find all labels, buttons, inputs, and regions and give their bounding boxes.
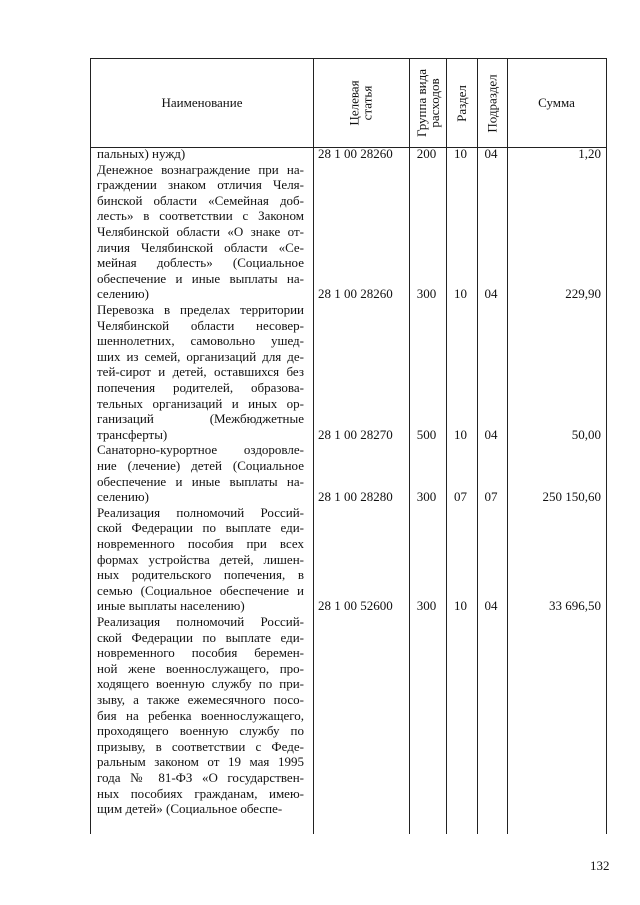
row-target-code: 28 1 00 28270 [318, 426, 393, 442]
row-name-line: ние (лечение) детей (Социальное [97, 458, 304, 473]
row-name-line: тельных организаций и иных ор- [97, 395, 304, 411]
row-name-line: лесть» в соответствии с Законом [97, 208, 304, 224]
row-sum: 33 696,50 [549, 598, 601, 614]
header-name-label: Наименование [161, 95, 243, 110]
row-name-line: трансферты) [97, 426, 168, 442]
row-name-line: ших из семей, организаций для де- [97, 348, 304, 364]
row-sum: 229,90 [565, 286, 601, 302]
row-name-line: селению) [97, 286, 149, 302]
row-name-line: граждении знаком отличия Челя- [97, 177, 304, 193]
row-target-code: 28 1 00 52600 [318, 598, 393, 614]
header-subsection-label: Подраздел [484, 73, 500, 133]
row-name-line: ходящего военную службу по при- [97, 676, 304, 692]
row-sum: 50,00 [571, 426, 601, 442]
row-sum: 250 150,60 [542, 489, 601, 505]
column-divider [446, 59, 447, 834]
column-divider [409, 59, 410, 834]
row-group-code: 300 [416, 489, 437, 505]
row-name-line: обеспечение и иные выплаты на- [97, 473, 304, 489]
row-name-line: ной жене военнослужащего, про- [97, 660, 304, 676]
row-name-line: новременного пособия при всех [97, 536, 304, 551]
row-section-code: 10 [454, 598, 467, 614]
row-name-line: селению) [97, 489, 149, 505]
row-name-line: Реализация полномочий Россий- [97, 504, 304, 520]
row-name-line: бия на ребенка военнослужащего, [97, 707, 304, 723]
row-name-line: новременного пособия беремен- [97, 645, 304, 661]
row-target-code: 28 1 00 28260 [318, 146, 393, 161]
row-subsection-code: 07 [484, 489, 498, 505]
row-subsection-code: 04 [484, 426, 498, 442]
row-name-line: ных пособиях гражданам, имею- [97, 785, 304, 801]
column-divider [507, 59, 508, 834]
row-name-line: бинской области «Семейная доб- [97, 192, 304, 208]
header-section [446, 59, 477, 147]
row-name-line: личия Челябинской области «Се- [97, 239, 304, 255]
header-section-label: Раздел [454, 84, 469, 122]
row-name-line: проходящего военную службу по [97, 723, 304, 739]
header-group-label [415, 69, 441, 137]
header-subsection [477, 59, 507, 147]
row-name-line: ральным законом от 19 мая 1995 [97, 754, 304, 770]
row-name-line: ных родительского попечения, в [97, 567, 304, 583]
row-name-line: зыву, а также ежемесячного посо- [97, 692, 304, 707]
row-group-code: 300 [416, 286, 437, 302]
row-name-line: Санаторно-курортное оздоровле- [97, 442, 304, 458]
row-name-line: Денежное вознаграждение при на- [97, 161, 304, 177]
row-subsection-code: 04 [484, 286, 498, 302]
header-target-label [348, 80, 374, 125]
row-target-code: 28 1 00 28260 [318, 286, 393, 302]
row-name-line: попечения родителей, образова- [97, 380, 304, 395]
row-name-line: шеннолетних, самовольно ушед- [97, 333, 304, 349]
row-target-code: 28 1 00 28280 [318, 489, 393, 505]
column-divider [477, 59, 478, 834]
row-name-line: обеспечение и иные выплаты на- [97, 270, 304, 286]
row-name-line: Реализация полномочий Россий- [97, 614, 304, 629]
row-name-line: мейная доблесть» (Социальное [97, 255, 304, 271]
page-number: 132 [590, 858, 610, 873]
row-name-line: ганизаций (Межбюджетные [97, 411, 304, 427]
header-target-line1: Целевая [346, 80, 362, 126]
row-name-line: ской Федерации по выплате еди- [97, 520, 304, 536]
header-group [409, 59, 446, 147]
row-name-line: Челябинской области «О знаке от- [97, 224, 304, 239]
row-name-line: семью (Социальное обеспечение и [97, 582, 304, 598]
header-group-line1: Группа вида [413, 69, 429, 137]
row-name-line: года № 81-ФЗ «О государствен- [97, 770, 304, 785]
row-section-code: 10 [454, 146, 467, 161]
row-subsection-code: 04 [484, 598, 498, 614]
row-name-line: Перевозка в пределах территории [97, 302, 304, 317]
header-name [91, 59, 313, 147]
row-group-code: 500 [416, 426, 437, 442]
row-subsection-code: 04 [484, 146, 498, 161]
row-group-code: 200 [416, 146, 437, 161]
row-name-line: тей-сирот и детей, оставшихся без [97, 364, 304, 380]
row-name-line: Челябинской области несовер- [97, 317, 304, 333]
row-name-line: щим детей» (Социальное обеспе- [97, 801, 283, 817]
header-target [313, 59, 409, 147]
header-sum-label: Сумма [538, 95, 575, 110]
row-group-code: 300 [416, 598, 437, 614]
column-divider [313, 59, 314, 834]
row-section-code: 10 [454, 426, 467, 442]
header-target-line2: статья [359, 85, 375, 121]
row-section-code: 10 [454, 286, 467, 302]
header-sum [507, 59, 606, 147]
row-name-line: формах устройства детей, лишен- [97, 551, 304, 567]
row-name-line: ской Федерации по выплате еди- [97, 629, 304, 645]
header-group-line2: расходов [426, 78, 442, 128]
row-name-line: призыву, в соответствии с Феде- [97, 738, 304, 754]
row-sum: 1,20 [578, 146, 601, 161]
row-name-line: пальных) нужд) [97, 146, 186, 161]
row-name-line: иные выплаты населению) [97, 598, 245, 614]
row-section-code: 07 [454, 489, 467, 505]
